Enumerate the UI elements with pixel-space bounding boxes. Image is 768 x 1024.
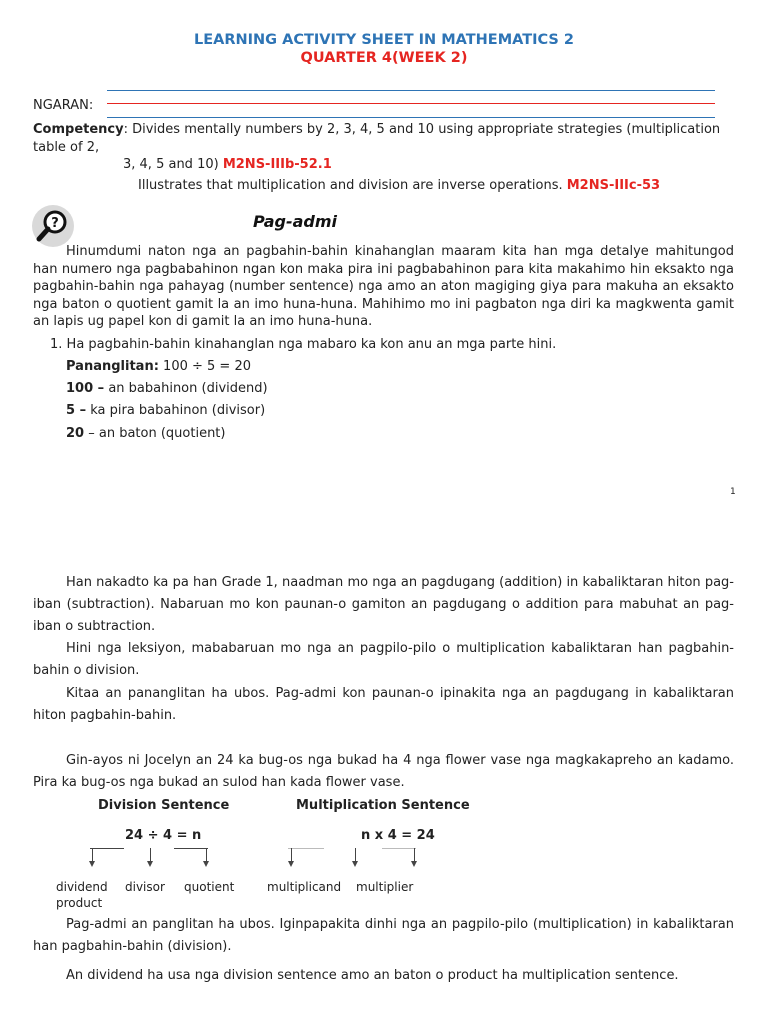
list-item-text: Ha pagbahin-bahin kinahanglan nga mabaro ka kon anu an mga parte hini.	[66, 337, 557, 352]
divisor-arrowhead	[147, 861, 153, 867]
division-sentence-heading: Division Sentence	[98, 798, 230, 813]
quotient-arrowhead	[203, 861, 209, 867]
multiplication-sentence-heading: Multiplication Sentence	[296, 798, 470, 813]
product-arrowhead	[411, 861, 417, 867]
page2-paragraph-6: An dividend ha usa nga division sentence amo an baton o product ha multiplication sentence.	[66, 968, 679, 983]
multiplicand-bar	[288, 848, 324, 849]
part-quotient	[66, 425, 225, 443]
dividend-arrowhead	[89, 861, 95, 867]
multiplier-arrowhead	[352, 861, 358, 867]
part-quotient-number: 20	[66, 426, 85, 441]
division-equation: 24 ÷ 4 = n	[125, 828, 202, 843]
name-line-bottom	[107, 117, 715, 118]
product-bar	[382, 848, 416, 849]
magnifier-question-icon	[31, 204, 75, 248]
list-number: 1.	[50, 337, 63, 352]
list-item-1	[50, 336, 556, 354]
label-product: product	[56, 896, 103, 910]
part-dividend	[66, 380, 268, 398]
part-dividend-desc: an babahinon (dividend)	[108, 381, 268, 396]
competency-text	[33, 121, 723, 157]
dividend-arrow	[92, 848, 93, 861]
page2-paragraph-1: Han nakadto ka pa han Grade 1, naadman mo nga an pagdugang (addition) in kabaliktaran hiton pag-iban (subtraction). Nabaruan mo kon paunan-o gamiton an pagdugang o addition para mabuhat an pag-iban o subtraction.	[33, 575, 734, 634]
part-divisor-desc: ka pira babahinon (divisor)	[90, 403, 266, 418]
name-label: NGARAN:	[33, 98, 94, 113]
part-divisor-number: 5 –	[66, 403, 87, 418]
competency-description: : Divides mentally numbers by 2, 3, 4, 5 and 10 using appropriate strategies (multiplication table of 2,	[33, 122, 721, 155]
multiplication-equation: n x 4 = 24	[361, 828, 435, 843]
competency-label: Competency	[33, 122, 124, 137]
competency-line-2	[123, 156, 332, 174]
quotient-bar	[174, 848, 208, 849]
competency-text-b: 3, 4, 5 and 10)	[123, 157, 219, 172]
page2-paragraph-4: Gin-ayos ni Jocelyn an 24 ka bug-os nga bukad ha 4 nga flower vase nga magkakapreho an kadamo. Pira ka bug-os nga bukad an sulod han kada flower vase.	[33, 753, 734, 790]
competency-line-3	[138, 177, 660, 195]
part-quotient-desc: – an baton (quotient)	[88, 426, 226, 441]
label-divisor: divisor	[125, 880, 165, 894]
example-line	[66, 358, 251, 376]
section-title: Pag-admi	[253, 212, 337, 231]
page-number: 1	[730, 487, 736, 497]
multiplicand-arrow	[291, 848, 292, 861]
competency-code-1: M2NS-IIIb-52.1	[222, 157, 332, 172]
label-dividend: dividend	[56, 880, 108, 894]
page2-paragraph-3: Kitaa an pananglitan ha ubos. Pag-admi kon paunan-o ipinakita nga an pagdugang in kabaliktaran hiton pagbahin-bahin.	[33, 686, 734, 723]
label-quotient: quotient	[184, 880, 235, 894]
competency-text-c: Illustrates that multiplication and division are inverse operations.	[138, 178, 563, 193]
page2-paragraph-2: Hini nga leksiyon, mababaruan mo nga an pagpilo-pilo o multiplication kabaliktaran han pagbahin-bahin o division.	[33, 641, 734, 678]
product-arrow	[414, 848, 415, 861]
competency-code-2: M2NS-IIIc-53	[566, 178, 661, 193]
label-multiplier: multiplier	[356, 880, 414, 894]
quotient-arrow	[206, 848, 207, 861]
dividend-bar	[90, 848, 124, 849]
name-line-top	[107, 90, 715, 91]
label-multiplicand: multiplicand	[267, 880, 342, 894]
multiplicand-arrowhead	[288, 861, 294, 867]
sheet-title: LEARNING ACTIVITY SHEET IN MATHEMATICS 2	[193, 32, 575, 48]
svg-text:?: ?	[51, 216, 59, 231]
multiplier-arrow	[355, 848, 356, 861]
part-divisor	[66, 402, 265, 420]
part-dividend-number: 100 –	[66, 381, 105, 396]
example-value: 100 ÷ 5 = 20	[163, 359, 251, 374]
divisor-arrow	[150, 848, 151, 861]
example-label: Pananglitan:	[66, 359, 159, 374]
name-line-middle	[107, 103, 715, 104]
intro-paragraph: Hinumdumi naton nga an pagbahin-bahin kinahanglan maaram kita han mga detalye mahitungod han numero nga pagbabahinon ngan kon maka pira ini pagbabahinon para kita makahimo hin eksakto nga pagbahin-bahin nga pahayag (number sentence) nga amo an aton magiging giya para makuha an eksakto nga baton o quotient gamit la an imo huna-huna. Mahihimo mo ini pagbaton nga diri ka magkwenta gamit an lapis ug papel kon di gamit la an imo huna-huna.	[33, 244, 734, 329]
sheet-subtitle: QUARTER 4(WEEK 2)	[300, 50, 468, 66]
page2-paragraph-5: Pag-admi an panglitan ha ubos. Iginpapakita dinhi nga an pagpilo-pilo (multiplication) in kabaliktaran han pagbahin-bahin (division).	[33, 917, 734, 954]
